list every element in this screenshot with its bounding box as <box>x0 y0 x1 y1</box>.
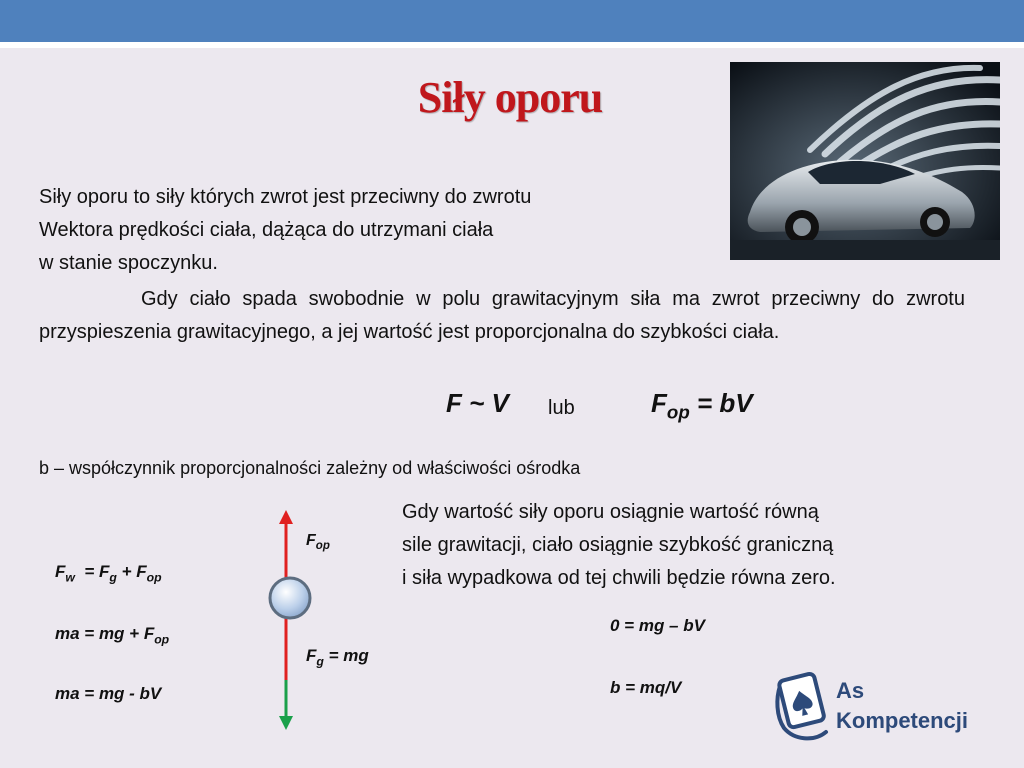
header-bar <box>0 0 1024 42</box>
intro-text <box>39 181 531 280</box>
free-fall-paragraph: Gdy ciało spada swobodnie w polu grawitacyjnym siła ma zwrot przeciwny do zwrotu przyspieszenia grawitacyjnego, a jej wartość jest proporcjonalna do szybkości ciała. <box>39 288 965 343</box>
formula-drag-symbol: F <box>651 388 667 418</box>
formula-proportional: F ~ V <box>446 388 509 418</box>
eq-ma1-main: ma = mg + F <box>55 624 155 643</box>
label-gravity-force <box>306 646 369 669</box>
intro-line: Wektora prędkości ciała, dążąca do utrzymani ciała <box>39 219 494 241</box>
equation-newton-drag: ma = mg - bV <box>55 684 162 703</box>
label-fg-symbol: F <box>306 646 317 665</box>
intro-line: w stanie spoczynku. <box>39 252 218 274</box>
label-fop-sub: op <box>315 540 330 553</box>
equation-resultant-force <box>55 562 162 585</box>
slide-title: Siły oporu <box>417 73 603 122</box>
eq-fg-sub: g <box>109 570 117 585</box>
terminal-line: i siła wypadkowa od tej chwili będzie równa zero. <box>402 567 836 589</box>
logo-line-1: As <box>836 678 865 703</box>
logo-line-2: Kompetencji <box>836 708 969 733</box>
eq-fw-symbol: F <box>55 562 66 581</box>
formula-drag-rhs: = bV <box>689 388 753 418</box>
arrow-up-head <box>279 510 293 524</box>
eq-fg-symbol: = F <box>74 562 110 581</box>
eq-fw-sub: w <box>65 570 75 585</box>
equation-coefficient: b = mq/V <box>610 678 682 697</box>
formula-separator: lub <box>548 397 575 419</box>
logo-text <box>836 676 968 736</box>
car-wind-tunnel-photo <box>730 62 1000 260</box>
eq-fop-sub: op <box>146 570 162 585</box>
as-kompetencji-logo-icon <box>770 668 836 747</box>
eq-ma1-sub: op <box>154 632 170 647</box>
terminal-line: sile grawitacji, ciało osiągnie szybkość graniczną <box>402 534 834 556</box>
ball-icon <box>270 578 310 618</box>
coefficient-definition: b – współczynnik proporcjonalności zależny od właściwości ośrodka <box>39 458 581 478</box>
label-drag-force <box>306 532 330 553</box>
label-fg-rhs: = mg <box>323 646 369 665</box>
header-divider <box>0 42 1024 48</box>
equation-newton <box>55 624 170 647</box>
formula-drag <box>651 388 753 423</box>
arrow-down-head <box>279 716 293 730</box>
eq-fop-symbol: + F <box>116 562 147 581</box>
label-fg-sub: g <box>316 654 324 669</box>
label-fop-symbol: F <box>306 532 316 549</box>
intro-line: Siły oporu to siły których zwrot jest przeciwny do zwrotu <box>39 186 532 208</box>
formula-drag-subscript: op <box>666 401 690 423</box>
terminal-velocity-text <box>402 496 836 595</box>
terminal-line: Gdy wartość siły oporu osiągnie wartość równą <box>402 501 819 523</box>
equation-equilibrium: 0 = mg – bV <box>610 616 705 635</box>
